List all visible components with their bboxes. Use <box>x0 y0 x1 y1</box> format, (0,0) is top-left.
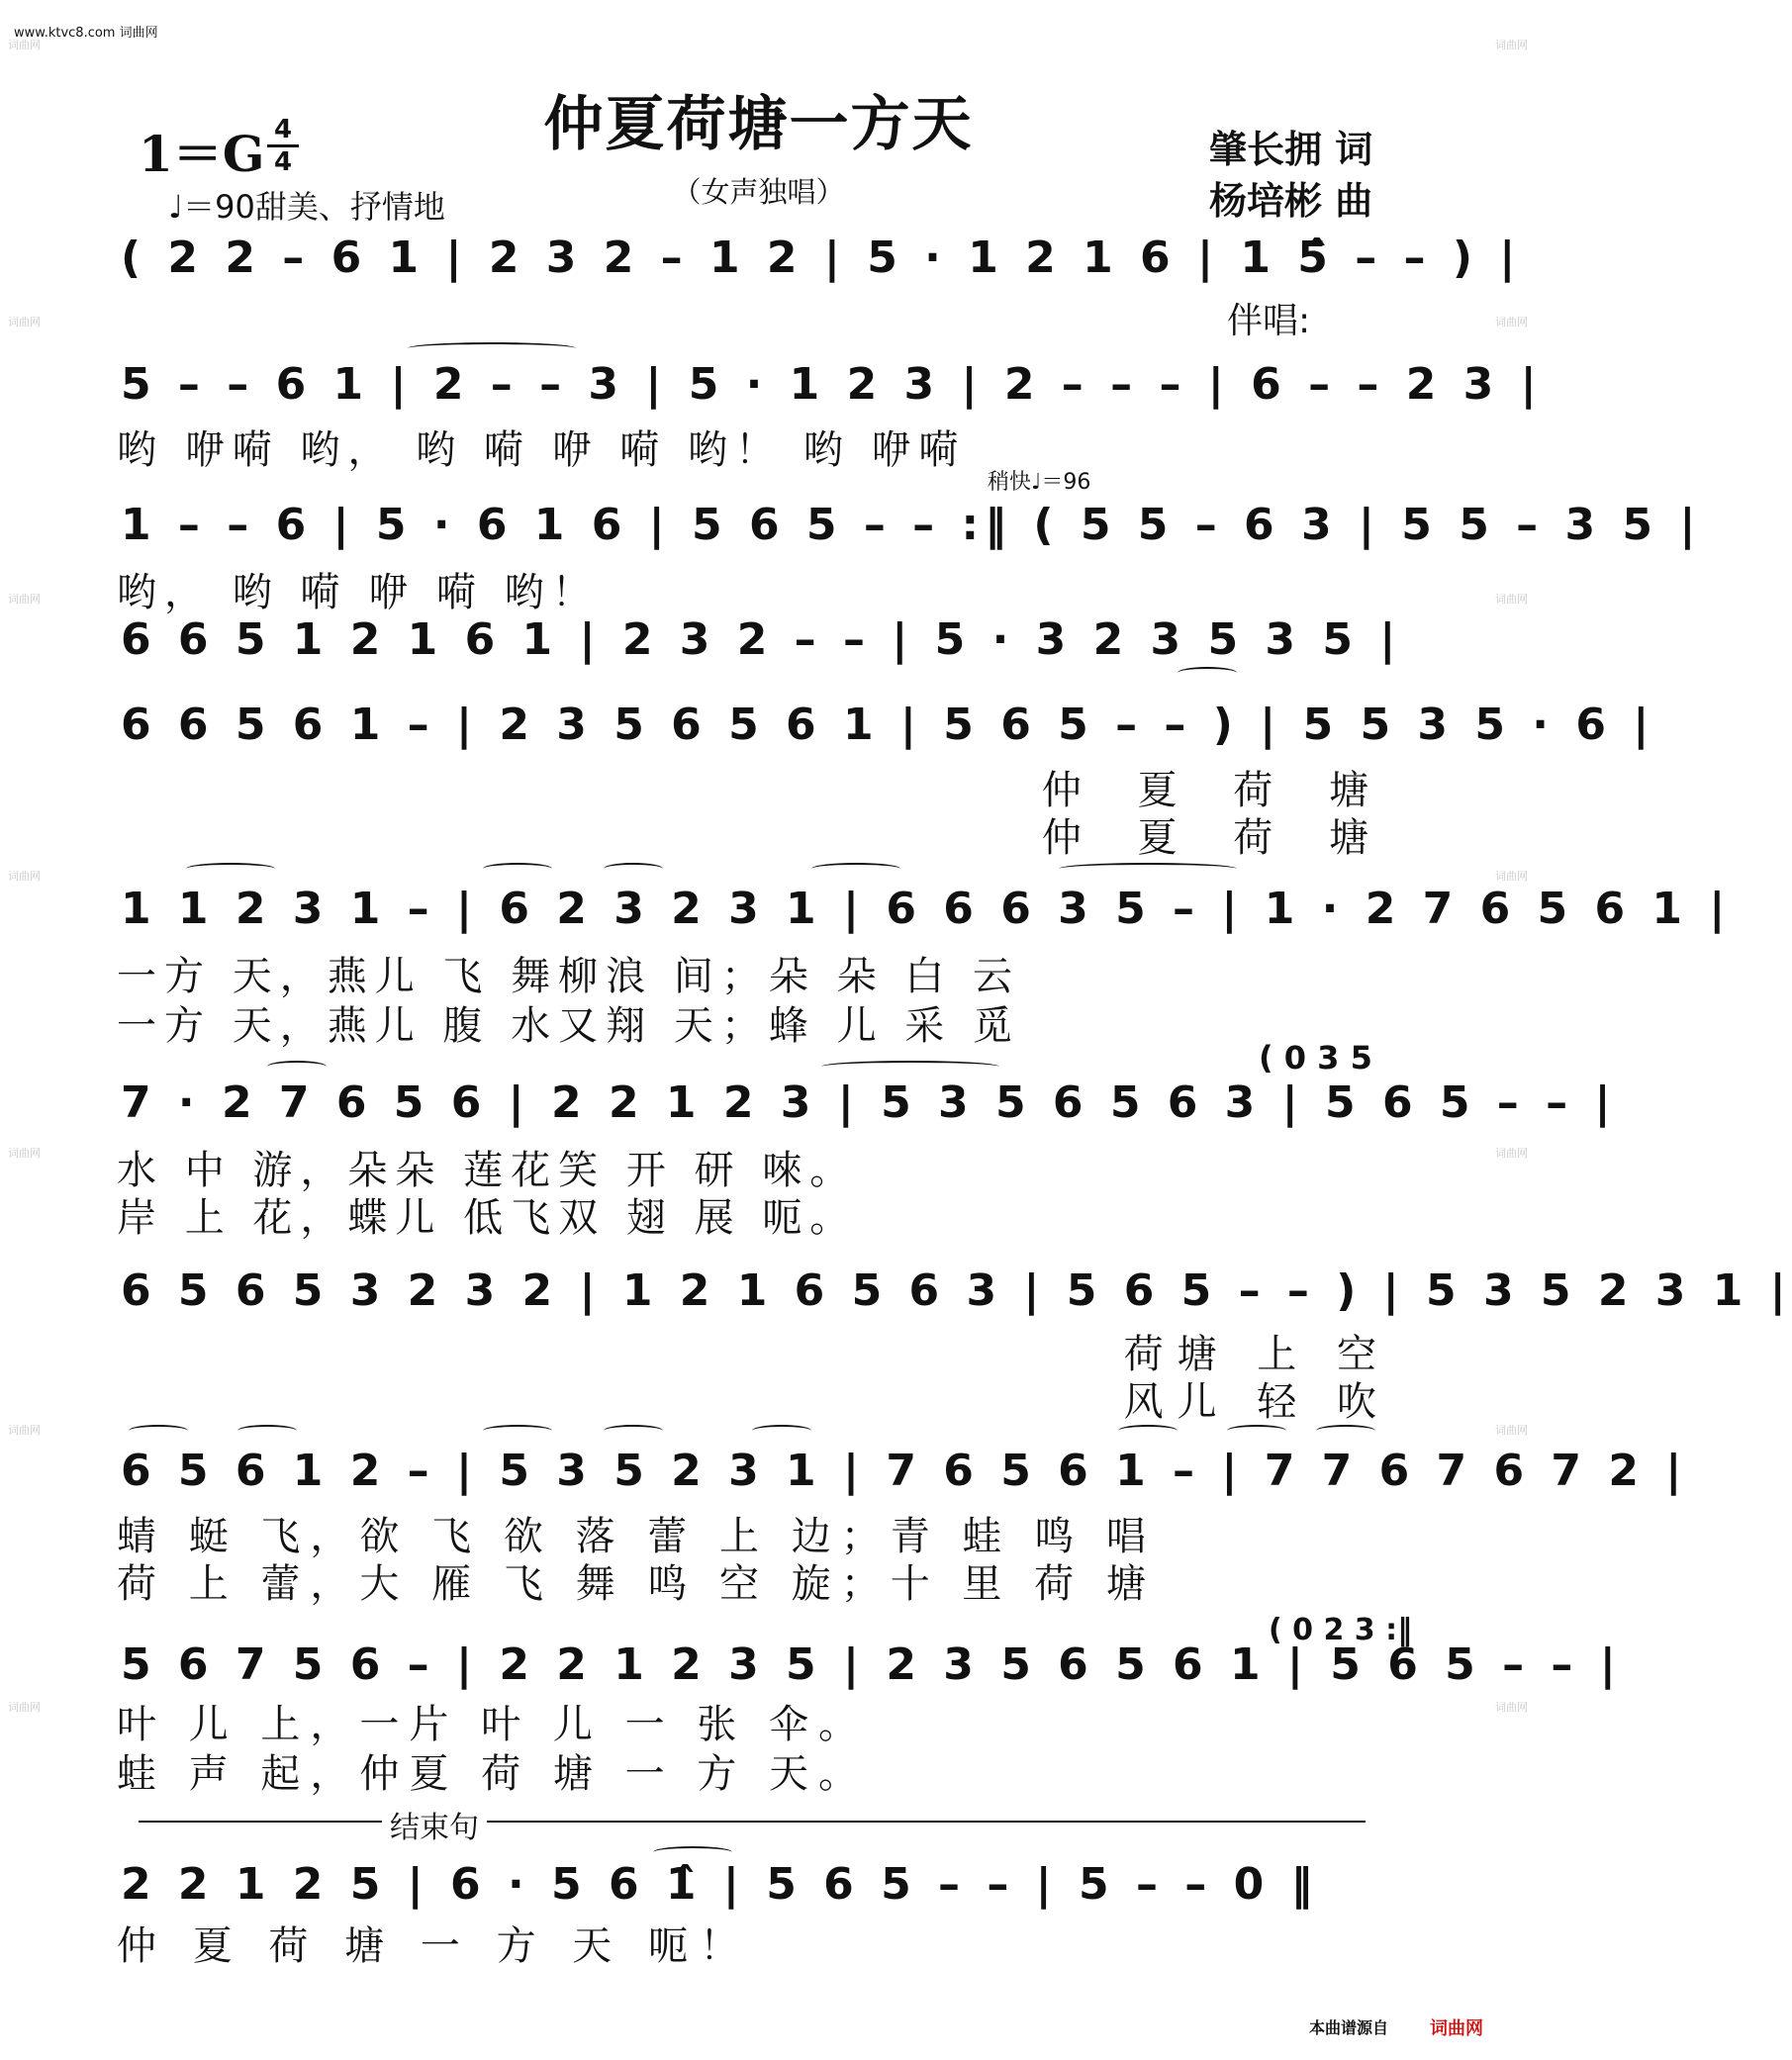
composer-credit: 杨培彬 曲 <box>1209 179 1373 223</box>
lyrics-line-3: 哟， 哟 嗬 咿 嗬 哟！ <box>117 570 600 615</box>
notation-line-3: 1 – – 6 | 5 · 6 1 6 | 5 6 5 – – :‖ ( 5 5 – 6 3 | 5 5 – 3 5 | <box>121 500 1702 550</box>
notation-line-8: 6 5 6 5 3 2 3 2 | 1 2 1 6 5 6 3 | 5 6 5 – – ) | 5 3 5 2 3 1 | <box>121 1265 1792 1316</box>
ending-bracket <box>139 1821 1366 1823</box>
footer-source: 本曲谱源自 <box>1308 2018 1388 2037</box>
lyrics-line-7-verse-1: 水 中 游，朵朵 莲花笑 开 研 唻。 <box>117 1148 858 1193</box>
notation-line-1: ( 2 2 – 6 1 | 2 3 2 – 1 2 | 5 · 1 2 1 6 | 1 5̂ – – ) | <box>121 233 1522 283</box>
lyrics-line-2: 哟 咿嗬 哟， 哟 嗬 咿 嗬 哟！ 哟 咿嗬 <box>117 427 967 473</box>
left-side-watermark: 词曲网 词曲网 词曲网 词曲网 词曲网 词曲网 词曲网 <box>8 39 41 1714</box>
pickup-notes-1: ( 0 3 5 <box>1259 1039 1372 1077</box>
lyrics-line-6-verse-1: 一方 天，燕儿 飞 舞柳浪 间；朵 朵 白 云 <box>117 954 1021 999</box>
pickup-notes-2: ( 0 2 3 :‖ <box>1269 1613 1413 1647</box>
notation-line-6: 1 1 2 3 1 – | 6 2 3 2 3 1 | 6 6 6 3 5 – | 1 · 2 7 6 5 6 1 | <box>121 884 1732 934</box>
key-signature: 1＝G <box>139 125 265 183</box>
lyrics-line-8-verse-2: 风儿 轻 吹 <box>1123 1379 1390 1425</box>
notation-line-ending: 2 2 1 2 5 | 6 · 5 6 1̂ | 5 6 5 – – | 5 – – 0 ‖ <box>121 1859 1319 1910</box>
tempo-change: 稍快♩＝96 <box>988 470 1091 495</box>
lyrics-line-5-verse-1: 仲 夏 荷 塘 <box>1041 768 1390 813</box>
lyrics-line-10-verse-2: 蛙 声 起，仲夏 荷 塘 一 方 天。 <box>117 1751 869 1797</box>
notation-line-9: 6 5 6 1 2 – | 5 3 5 2 3 1 | 7 6 5 6 1 – | 7 7 6 7 6 7 2 | <box>121 1446 1688 1496</box>
lyrics-line-6-verse-2: 一方 天，燕儿 腹 水又翔 天；蜂 儿 采 觅 <box>117 1003 1021 1049</box>
time-signature: 4 4 <box>265 115 301 177</box>
song-subtitle: （女声独唱） <box>672 175 845 209</box>
lyrics-line-10-verse-1: 叶 儿 上，一片 叶 儿 一 张 伞。 <box>117 1702 869 1747</box>
backing-vocal-label: 伴唱: <box>1227 301 1311 341</box>
song-title: 仲夏荷塘一方天 <box>543 90 974 159</box>
ending-label: 结束句 <box>382 1803 487 1846</box>
lyrics-line-9-verse-2: 荷 上 蕾，大 雁 飞 舞 鸣 空 旋；十 里 荷 塘 <box>117 1561 1156 1607</box>
notation-line-4: 6 6 5 1 2 1 6 1 | 2 3 2 – – | 5 · 3 2 3 5 3 5 | <box>121 614 1402 665</box>
lyrics-line-9-verse-1: 蜻 蜓 飞，欲 飞 欲 落 蕾 上 边；青 蛙 鸣 唱 <box>117 1514 1156 1559</box>
site-watermark: www.ktvc8.com 词曲网 <box>14 26 158 41</box>
notation-line-2: 5 – – 6 1 | 2 – – 3 | 5 · 1 2 3 | 2 – – – | 6 – – 2 3 | <box>121 359 1543 410</box>
lyricist-credit: 肇长拥 词 <box>1209 128 1373 171</box>
lyrics-line-8-verse-1: 荷塘 上 空 <box>1123 1332 1390 1377</box>
notation-line-7: 7 · 2 7 6 5 6 | 2 2 1 2 3 | 5 3 5 6 5 6 3 | 5 6 5 – – | <box>121 1077 1617 1128</box>
lyrics-line-7-verse-2: 岸 上 花，蝶儿 低飞双 翅 展 呃。 <box>117 1195 858 1241</box>
footer-logo: 词曲网 <box>1430 2018 1483 2039</box>
notation-line-5: 6 6 5 6 1 – | 2 3 5 6 5 6 1 | 5 6 5 – – ) | 5 5 3 5 · 6 | <box>121 700 1655 750</box>
lyrics-line-5-verse-2: 仲 夏 荷 塘 <box>1041 815 1390 861</box>
notation-line-10: 5 6 7 5 6 – | 2 2 1 2 3 5 | 2 3 5 6 5 6 1 | 5 6 5 – – | <box>121 1639 1622 1690</box>
tempo-marking: ♩＝90甜美、抒情地 <box>168 188 445 226</box>
right-side-watermark: 词曲网 词曲网 词曲网 词曲网 词曲网 词曲网 词曲网 <box>1495 39 1528 1714</box>
lyrics-line-ending: 仲 夏 荷 塘 一 方 天 呃！ <box>117 1923 752 1969</box>
